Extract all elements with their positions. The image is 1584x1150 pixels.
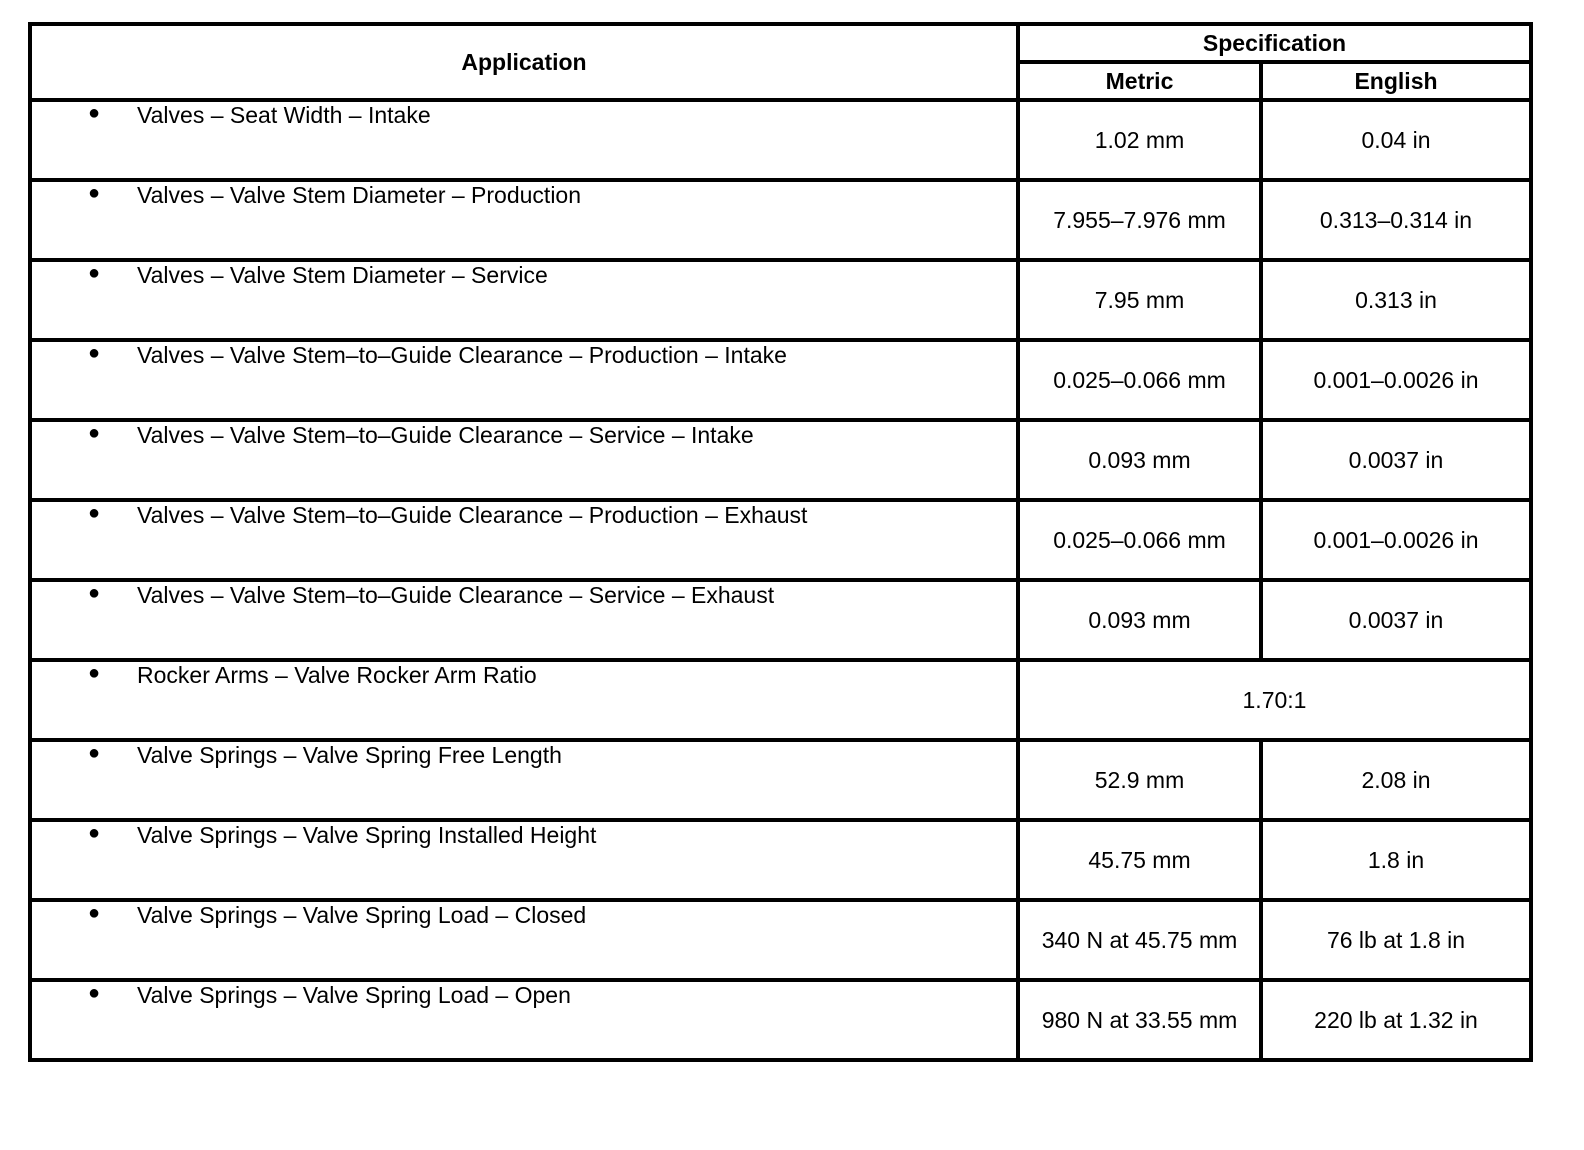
table-row	[30, 260, 1531, 340]
table-row	[30, 820, 1531, 900]
metric-value: 45.75 mm	[1018, 820, 1261, 900]
table-row	[30, 580, 1531, 660]
english-value: 0.001–0.0026 in	[1261, 340, 1531, 420]
application-cell	[30, 500, 1018, 580]
application-text: Valves – Valve Stem Diameter – Production	[137, 182, 582, 208]
table-row	[30, 180, 1531, 260]
application-header: Application	[30, 24, 1018, 100]
application-cell	[30, 260, 1018, 340]
application-cell	[30, 580, 1018, 660]
bullet-icon: ●	[88, 582, 101, 604]
table-row	[30, 740, 1531, 820]
english-value: 220 lb at 1.32 in	[1261, 980, 1531, 1060]
combined-value: 1.70:1	[1018, 660, 1531, 740]
application-cell	[30, 900, 1018, 980]
english-value: 1.8 in	[1261, 820, 1531, 900]
bullet-icon: ●	[88, 662, 101, 684]
bullet-icon: ●	[88, 982, 101, 1004]
metric-value: 980 N at 33.55 mm	[1018, 980, 1261, 1060]
metric-value: 52.9 mm	[1018, 740, 1261, 820]
table-row	[30, 660, 1531, 740]
application-text: Valve Springs – Valve Spring Installed Height	[137, 822, 597, 848]
english-value: 0.313 in	[1261, 260, 1531, 340]
table-row	[30, 340, 1531, 420]
bullet-icon: ●	[88, 902, 101, 924]
bullet-icon: ●	[88, 822, 101, 844]
metric-value: 0.093 mm	[1018, 580, 1261, 660]
application-cell	[30, 180, 1018, 260]
specification-table	[28, 22, 1533, 1062]
application-cell	[30, 820, 1018, 900]
application-text: Valve Springs – Valve Spring Free Length	[137, 742, 562, 768]
application-text: Rocker Arms – Valve Rocker Arm Ratio	[137, 662, 537, 688]
application-cell	[30, 980, 1018, 1060]
metric-value: 0.025–0.066 mm	[1018, 500, 1261, 580]
english-value: 0.001–0.0026 in	[1261, 500, 1531, 580]
table-row	[30, 900, 1531, 980]
table-row	[30, 980, 1531, 1060]
application-text: Valves – Valve Stem–to–Guide Clearance – Service – Intake	[137, 422, 754, 448]
application-text: Valves – Valve Stem–to–Guide Clearance – Service – Exhaust	[137, 582, 775, 608]
application-text: Valves – Seat Width – Intake	[137, 102, 431, 128]
english-value: 2.08 in	[1261, 740, 1531, 820]
english-header: English	[1261, 62, 1531, 100]
specification-header: Specification	[1018, 24, 1531, 62]
application-text: Valves – Valve Stem–to–Guide Clearance – Production – Intake	[137, 342, 787, 368]
metric-value: 7.955–7.976 mm	[1018, 180, 1261, 260]
application-text: Valve Springs – Valve Spring Load – Open	[137, 982, 571, 1008]
metric-value: 1.02 mm	[1018, 100, 1261, 180]
bullet-icon: ●	[88, 102, 101, 124]
table-row	[30, 500, 1531, 580]
metric-header: Metric	[1018, 62, 1261, 100]
bullet-icon: ●	[88, 742, 101, 764]
application-text: Valves – Valve Stem Diameter – Service	[137, 262, 548, 288]
application-cell	[30, 100, 1018, 180]
application-text: Valves – Valve Stem–to–Guide Clearance – Production – Exhaust	[137, 502, 808, 528]
bullet-icon: ●	[88, 182, 101, 204]
application-cell	[30, 340, 1018, 420]
header-row-top	[30, 24, 1531, 62]
application-cell	[30, 660, 1018, 740]
metric-value: 0.025–0.066 mm	[1018, 340, 1261, 420]
bullet-icon: ●	[88, 342, 101, 364]
table-row	[30, 420, 1531, 500]
metric-value: 340 N at 45.75 mm	[1018, 900, 1261, 980]
application-cell	[30, 740, 1018, 820]
table-row	[30, 100, 1531, 180]
bullet-icon: ●	[88, 502, 101, 524]
bullet-icon: ●	[88, 422, 101, 444]
english-value: 0.0037 in	[1261, 420, 1531, 500]
english-value: 0.313–0.314 in	[1261, 180, 1531, 260]
application-text: Valve Springs – Valve Spring Load – Closed	[137, 902, 587, 928]
bullet-icon: ●	[88, 262, 101, 284]
english-value: 0.0037 in	[1261, 580, 1531, 660]
metric-value: 7.95 mm	[1018, 260, 1261, 340]
metric-value: 0.093 mm	[1018, 420, 1261, 500]
application-cell	[30, 420, 1018, 500]
english-value: 0.04 in	[1261, 100, 1531, 180]
english-value: 76 lb at 1.8 in	[1261, 900, 1531, 980]
